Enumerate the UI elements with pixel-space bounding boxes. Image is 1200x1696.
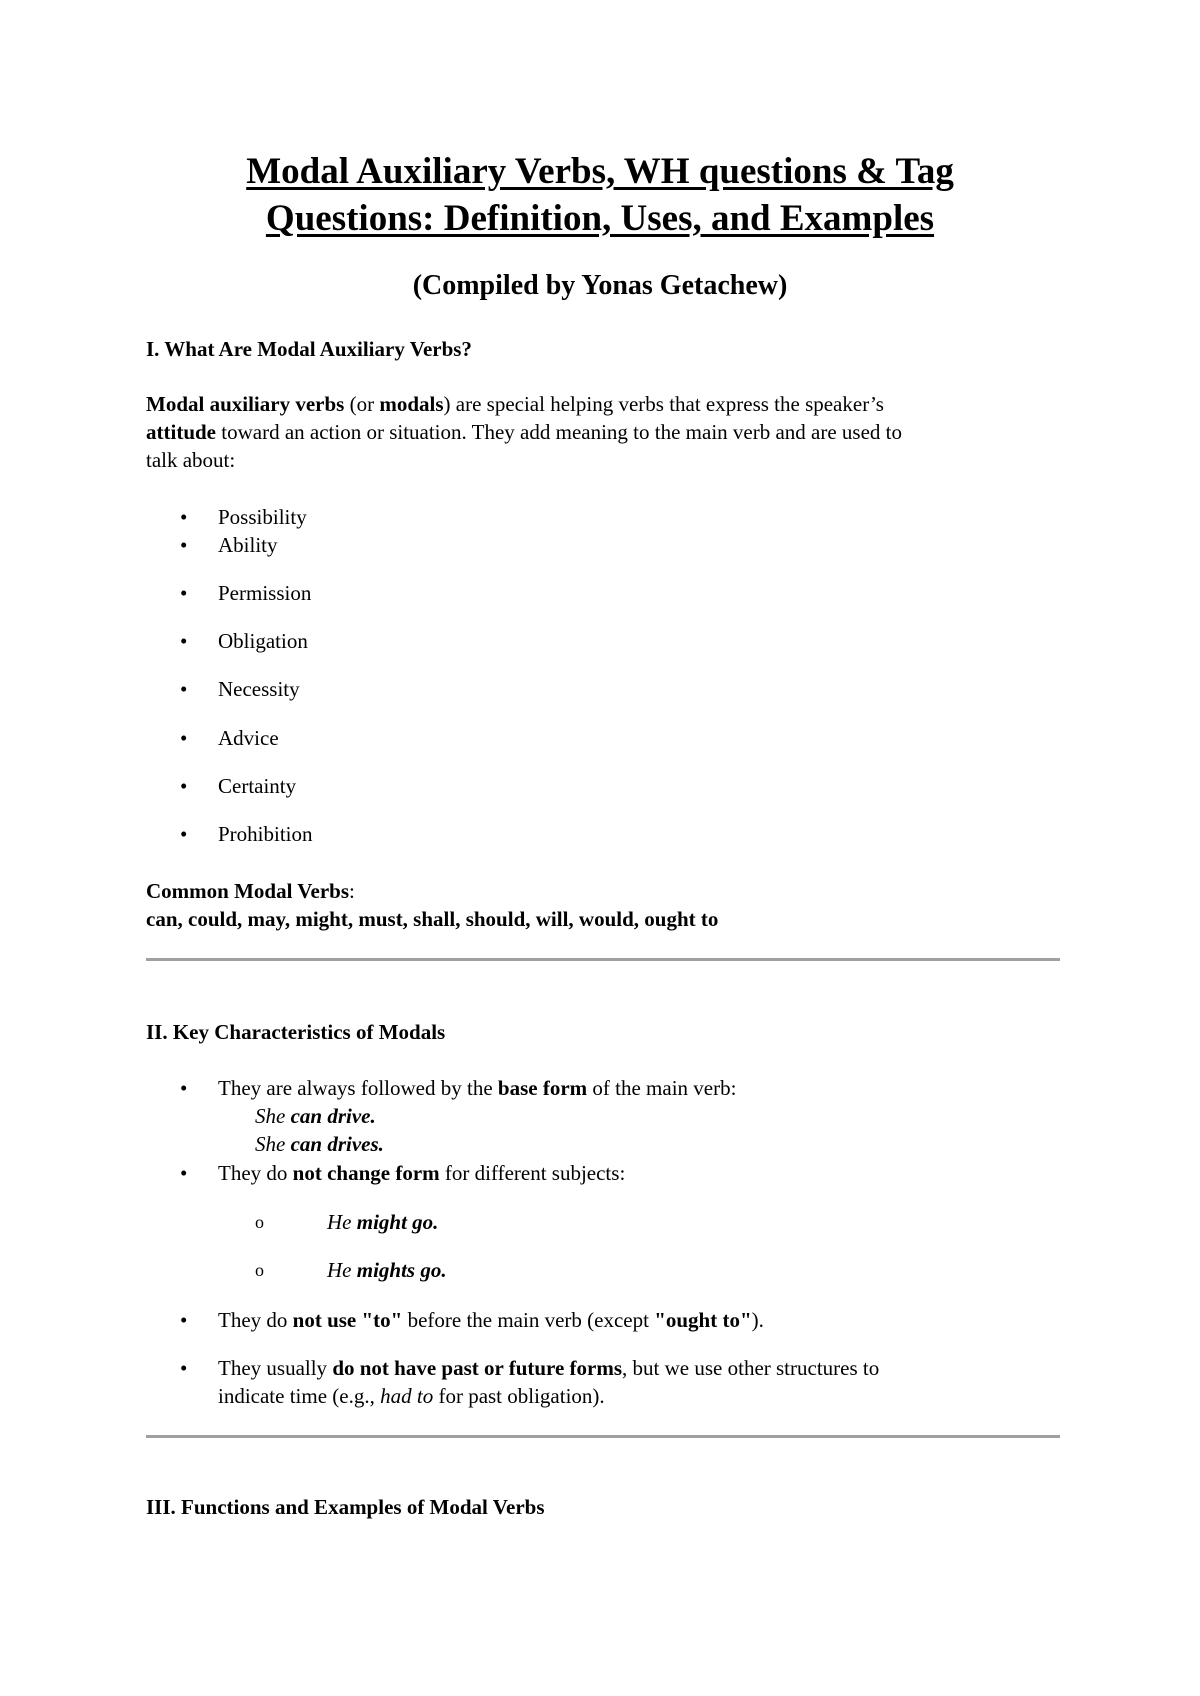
bullet-icon: • <box>180 533 188 557</box>
section-1-intro <box>146 390 1066 474</box>
bullet-icon: • <box>180 774 188 798</box>
intro-attitude: attitude <box>146 420 216 444</box>
intro-mid: ) are special helping verbs that express the speaker’s <box>443 392 884 416</box>
section-1-heading: I. What Are Modal Auxiliary Verbs? <box>146 337 472 361</box>
bullet-icon: • <box>180 677 188 701</box>
list-item-continuation: indicate time (e.g., had to for past obligation). <box>218 1384 605 1408</box>
bullet-icon: • <box>180 581 188 605</box>
title-line-2: Questions: Definition, Uses, and Examples <box>265 198 935 239</box>
circle-bullet-icon: o <box>255 1212 264 1232</box>
example-correct: She can drive. <box>255 1104 376 1128</box>
section-2-heading: II. Key Characteristics of Modals <box>146 1020 446 1044</box>
intro-line-1 <box>146 390 1066 418</box>
intro-term: Modal auxiliary verbs <box>146 392 345 416</box>
intro-rest: toward an action or situation. They add meaning to the main verb and are used to <box>216 420 902 444</box>
intro-alt-term: modals <box>379 392 444 416</box>
bullet-icon: • <box>180 1076 188 1100</box>
section-3-heading: III. Functions and Examples of Modal Verbs <box>146 1495 545 1519</box>
bullet-icon: • <box>180 505 188 529</box>
bullet-icon: • <box>180 1356 188 1380</box>
circle-bullet-icon: o <box>255 1260 264 1280</box>
document-subtitle: (Compiled by Yonas Getachew) <box>412 270 788 301</box>
bullet-icon: • <box>180 726 188 750</box>
example-incorrect: She can drives. <box>255 1132 384 1156</box>
bullet-icon: • <box>180 629 188 653</box>
document-page: Modal Auxiliary Verbs, WH questions & Tag Questions: Definition, Uses, and Examples (Compiled by Yonas Getachew) I. What Are Modal Auxiliary Verbs? Modal auxiliary verbs (or modals) are special helping verbs that express the speaker’s attitude toward an action or situation. They add meaning to the main verb and are used to talk about: • Possibility • Ability • Permission • Obligation • Necessity • Advice • Certainty • Prohibition Common Modal Verbs: can, could, may, might, must, shall, should, will, would, ought to II. Key Characteristics of Modals • They are always followed by the base form of the main verb: She can drive. She can drives. • They do not change form for different subjects: o He might go. o He mights go. • They do not use "to" before the main verb (except "ought to"). • They usually do not have past or future forms, but we use other structures to indicate time (e.g., had to for past obligation). III. Functions and Examples of Modal Verbs <box>0 0 1200 1696</box>
horizontal-divider <box>146 1435 1060 1438</box>
intro-or: (or <box>344 392 380 416</box>
document-title <box>0 148 1200 242</box>
common-modals-label: Common Modal Verbs: <box>146 879 355 903</box>
bullet-icon: • <box>180 1308 188 1332</box>
horizontal-divider <box>146 958 1060 961</box>
intro-line-2 <box>146 418 1066 446</box>
intro-line-3: talk about: <box>146 448 236 472</box>
bullet-icon: • <box>180 1161 188 1185</box>
title-line-1: Modal Auxiliary Verbs, WH questions & Tag <box>246 151 954 192</box>
common-modals-list: can, could, may, might, must, shall, should, will, would, ought to <box>146 907 719 931</box>
bullet-icon: • <box>180 822 188 846</box>
